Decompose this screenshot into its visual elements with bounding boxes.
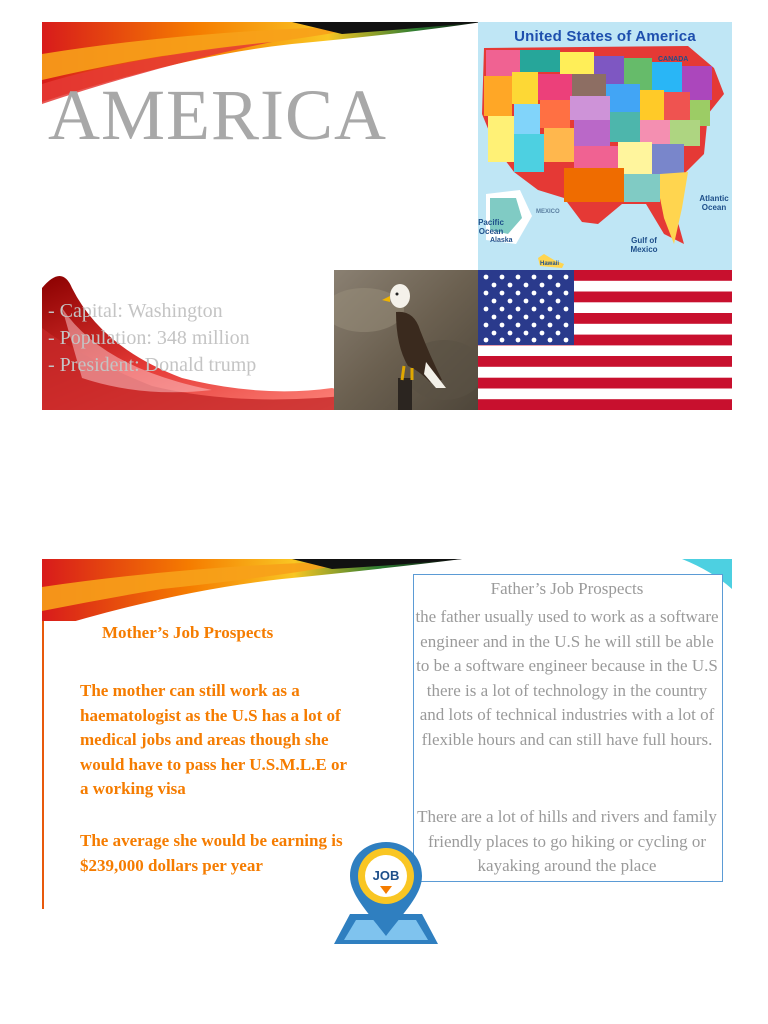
slide-america-overview — [42, 22, 732, 410]
job-location-icon — [330, 840, 442, 950]
fact-capital: - Capital: Washington — [48, 300, 223, 322]
mother-title: Mother’s Job Prospects — [102, 623, 274, 642]
father-description: the father usually used to work as a software engineer and in the U.S he will still be able to be a software engineer because in the U.S there is a lot of technology in the country and lots of technical industries with a lot of flexible hours and can still have full hours. — [415, 607, 719, 749]
map-label-hawaii: Hawaii — [540, 261, 560, 267]
map-label-mexico: MEXICO — [536, 209, 560, 215]
us-flag-image — [478, 270, 732, 410]
fact-population: - Population: 348 million — [48, 327, 250, 349]
bald-eagle-photo — [334, 270, 478, 410]
map-label-alaska: Alaska — [490, 237, 513, 244]
father-title: Father’s Job Prospects — [490, 579, 644, 598]
usa-map-image — [478, 22, 732, 270]
map-label-pacific: Pacific Ocean — [478, 218, 504, 236]
slide-title: AMERICA — [48, 75, 388, 155]
country-facts-list — [48, 298, 256, 379]
map-label-canada: CANADA — [658, 56, 689, 63]
map-label-gulf: Gulf of Mexico — [630, 236, 658, 254]
job-icon-text: JOB — [372, 868, 400, 883]
fact-president: - President: Donald trump — [48, 354, 257, 376]
father-activities: There are a lot of hills and rivers and family friendly places to go hiking or cycling or kayaking around the place — [417, 807, 717, 875]
mother-salary: The average she would be earning is $239,000 dollars per year — [80, 831, 343, 875]
mother-description: The mother can still work as a haematologist as the U.S has a lot of medical jobs and areas though she would have to pass her U.S.M.L.E or a working visa — [80, 681, 347, 798]
map-label-atlantic: Atlantic Ocean — [699, 194, 729, 212]
map-title: United States of America — [514, 28, 696, 45]
